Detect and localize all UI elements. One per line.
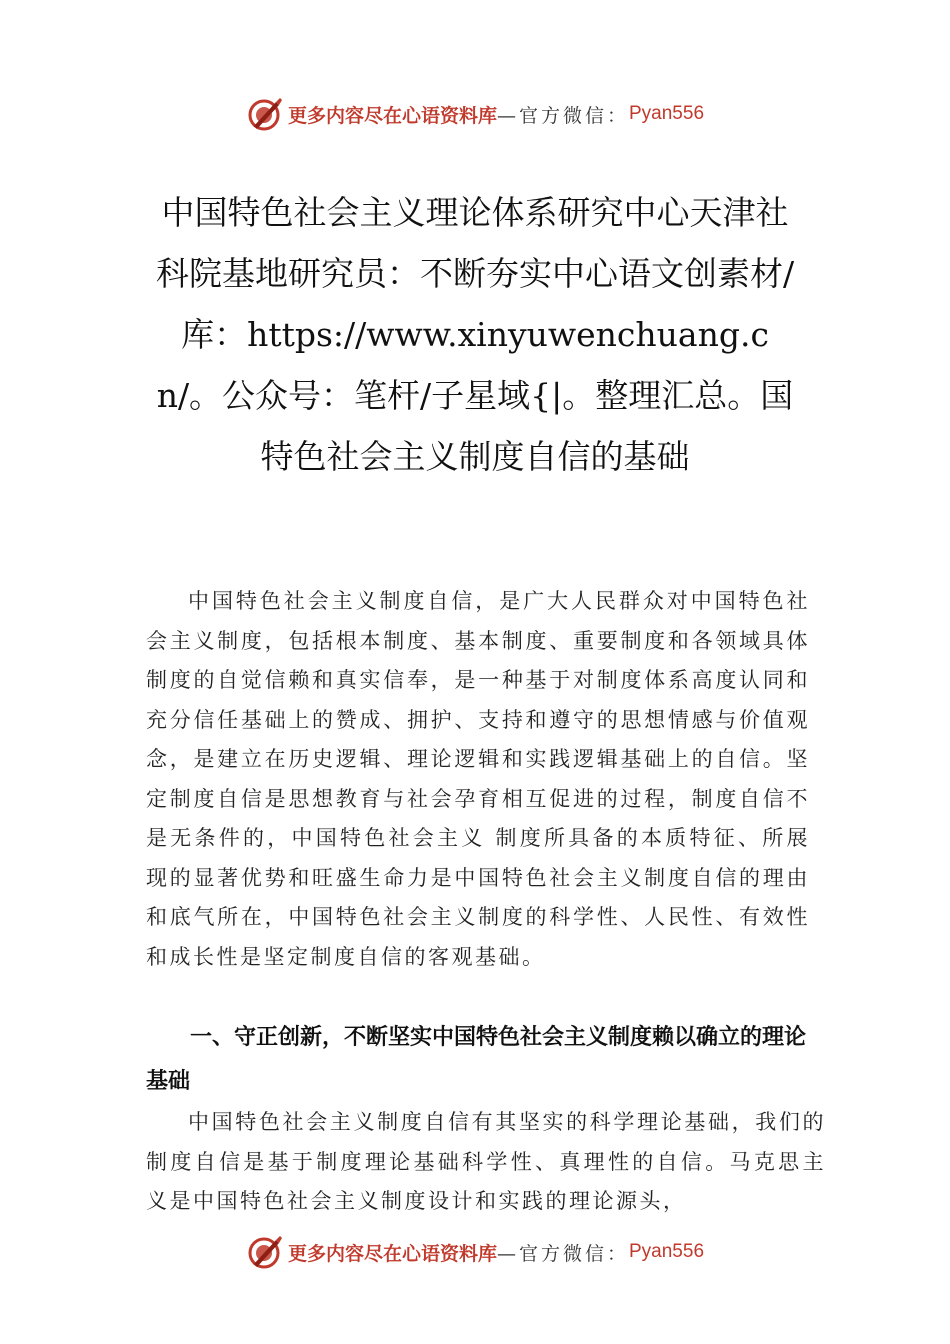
- header-banner: [0, 94, 950, 134]
- document-title: 中国特色社会主义理论体系研究中心天津社科院基地研究员：不断夯实中心语文创素材/库：https://www.xinyuwenchuang.cn/。公众号：笔杆/子星域{|。整理汇总。国特色社会主义制度自信的基础: [155, 193, 795, 476]
- banner-separator-text: —官方微信：: [496, 1242, 629, 1265]
- body-paragraph-2: 中国特色社会主义制度自信有其坚实的科学理论基础，我们的制度自信是基于制度理论基础科学性、真理性的自信。马克思主义是中国特色社会主义制度设计和实践的理论源头，: [146, 1110, 826, 1213]
- banner-brand-text: 更多内容尽在心语资料库: [287, 104, 497, 127]
- section-heading-1: 一、守正创新，不断坚实中国特色社会主义制度赖以确立的理论基础: [146, 1025, 807, 1094]
- body-paragraph-1: 中国特色社会主义制度自信，是广大人民群众对中国特色社会主义制度，包括根本制度、基本制度、重要制度和各领域具体制度的自觉信赖和真实信奉，是一种基于对制度体系高度认同和充分信任基础上的赞成、拥护、支持和遵守的思想情感与价值观念，是建立在历史逻辑、理论逻辑和实践逻辑基础上的自信。坚定制度自信是思想教育与社会孕育相互促进的过程，制度自信不是无条件的，中国特色社会主义 制度所具备的本质特征、所展现的显著优势和旺盛生命力是中国特色社会主义制度自信的理由和底气所在，中国特色社会主义制度的科学性、人民性、有效性和成长性是坚定制度自信的客观基础。: [146, 589, 810, 969]
- banner-brand-text: 更多内容尽在心语资料库: [287, 1242, 497, 1265]
- pen-circle-logo-icon: [246, 1234, 282, 1270]
- pen-circle-logo-icon: [246, 96, 282, 132]
- banner-wechat-id: Pyan556: [629, 1241, 705, 1262]
- banner-separator-text: —官方微信：: [496, 104, 629, 127]
- footer-banner: [0, 1232, 950, 1272]
- banner-wechat-id: Pyan556: [629, 103, 705, 124]
